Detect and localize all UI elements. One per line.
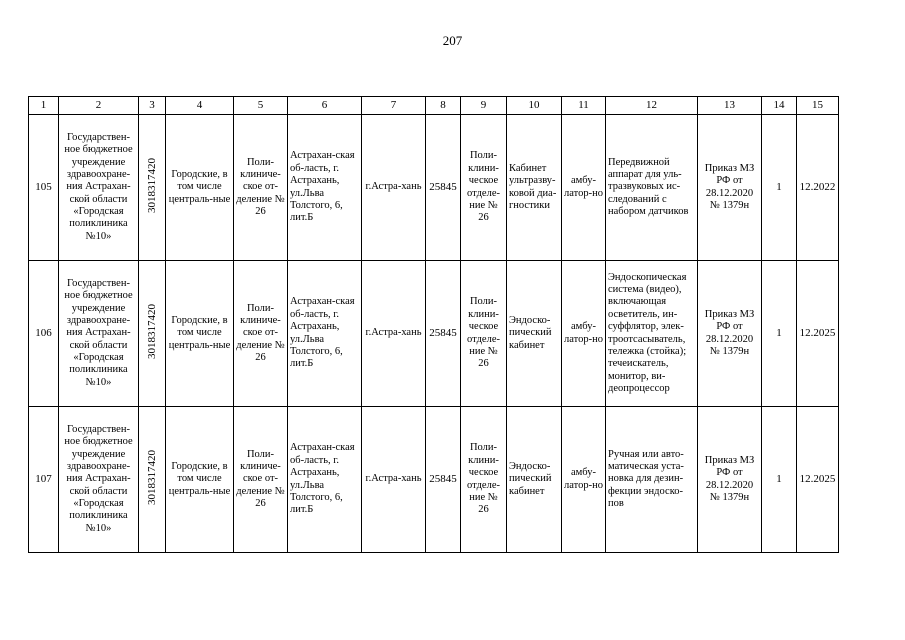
- column-header: 1: [29, 97, 59, 115]
- locality-code: 25845: [426, 407, 461, 553]
- row-number: 107: [29, 407, 59, 553]
- care-form: амбу-латор-но: [562, 407, 606, 553]
- care-form: амбу-латор-но: [562, 261, 606, 407]
- quantity: 1: [762, 261, 797, 407]
- due-date: 12.2025: [797, 261, 839, 407]
- column-header: 2: [59, 97, 139, 115]
- table-row: [29, 115, 839, 261]
- organization-name: Государствен-ное бюджетное учреждение здравоохране-ния Астрахан-ской области «Городская поликлиника №10»: [59, 261, 139, 407]
- inn-cell: [139, 115, 166, 261]
- column-header: 4: [166, 97, 234, 115]
- inn-value: 3018317420: [145, 303, 158, 359]
- row-number: 105: [29, 115, 59, 261]
- equipment-name: Эндоскопическая система (видео), включающая осветитель, ин-суффлятор, элек-троотсасыватель, тележка (стойка); течеискатель, монитор, ви-деопроцессор: [606, 261, 698, 407]
- inn-value: 3018317420: [145, 449, 158, 505]
- settlement-type: Городские, в том числе централь-ные: [166, 115, 234, 261]
- inn-cell: [139, 407, 166, 553]
- locality: г.Астра-хань: [362, 261, 426, 407]
- regulation-order: Приказ МЗ РФ от 28.12.2020 № 1379н: [698, 407, 762, 553]
- room-name: Кабинет ультразву-ковой диа-гностики: [507, 115, 562, 261]
- due-date: 12.2025: [797, 407, 839, 553]
- column-header: 6: [288, 97, 362, 115]
- column-header: 11: [562, 97, 606, 115]
- inn-cell: [139, 261, 166, 407]
- division-name: Поли-клиниче-ское от-деление № 26: [234, 407, 288, 553]
- locality-code: 25845: [426, 115, 461, 261]
- locality: г.Астра-хань: [362, 407, 426, 553]
- inn-value: 3018317420: [145, 157, 158, 213]
- address: Астрахан-ская об-ласть, г. Астрахань, ул.Льва Толстого, 6, лит.Б: [288, 115, 362, 261]
- room-name: Эндоско-пический кабинет: [507, 261, 562, 407]
- equipment-name: Передвижной аппарат для уль-тразвуковых ис-следований с набором датчиков: [606, 115, 698, 261]
- due-date: 12.2022: [797, 115, 839, 261]
- organization-name: Государствен-ное бюджетное учреждение здравоохране-ния Астрахан-ской области «Городская поликлиника №10»: [59, 115, 139, 261]
- column-header: 14: [762, 97, 797, 115]
- table-row: [29, 261, 839, 407]
- equipment-registry-table: [28, 96, 839, 553]
- regulation-order: Приказ МЗ РФ от 28.12.2020 № 1379н: [698, 261, 762, 407]
- column-header: 3: [139, 97, 166, 115]
- page-number: 207: [442, 33, 463, 48]
- regulation-order: Приказ МЗ РФ от 28.12.2020 № 1379н: [698, 115, 762, 261]
- row-number: 106: [29, 261, 59, 407]
- address: Астрахан-ская об-ласть, г. Астрахань, ул.Льва Толстого, 6, лит.Б: [288, 261, 362, 407]
- column-header: 12: [606, 97, 698, 115]
- room-name: Эндоско-пический кабинет: [507, 407, 562, 553]
- address: Астрахан-ская об-ласть, г. Астрахань, ул.Льва Толстого, 6, лит.Б: [288, 407, 362, 553]
- header-row: [29, 97, 839, 115]
- locality-code: 25845: [426, 261, 461, 407]
- care-form: амбу-латор-но: [562, 115, 606, 261]
- equipment-name: Ручная или авто-матическая уста-новка для дезин-фекции эндоско-пов: [606, 407, 698, 553]
- column-header: 8: [426, 97, 461, 115]
- department: Поли-клини-ческое отделе-ние № 26: [461, 407, 507, 553]
- column-header: 7: [362, 97, 426, 115]
- column-header: 5: [234, 97, 288, 115]
- department: Поли-клини-ческое отделе-ние № 26: [461, 261, 507, 407]
- column-header: 13: [698, 97, 762, 115]
- quantity: 1: [762, 407, 797, 553]
- column-header: 10: [507, 97, 562, 115]
- quantity: 1: [762, 115, 797, 261]
- division-name: Поли-клиниче-ское от-деление № 26: [234, 261, 288, 407]
- column-header: 9: [461, 97, 507, 115]
- table-row: [29, 407, 839, 553]
- settlement-type: Городские, в том числе централь-ные: [166, 407, 234, 553]
- department: Поли-клини-ческое отделе-ние № 26: [461, 115, 507, 261]
- division-name: Поли-клиниче-ское от-деление № 26: [234, 115, 288, 261]
- settlement-type: Городские, в том числе централь-ные: [166, 261, 234, 407]
- column-header: 15: [797, 97, 839, 115]
- locality: г.Астра-хань: [362, 115, 426, 261]
- organization-name: Государствен-ное бюджетное учреждение здравоохране-ния Астрахан-ской области «Городская поликлиника №10»: [59, 407, 139, 553]
